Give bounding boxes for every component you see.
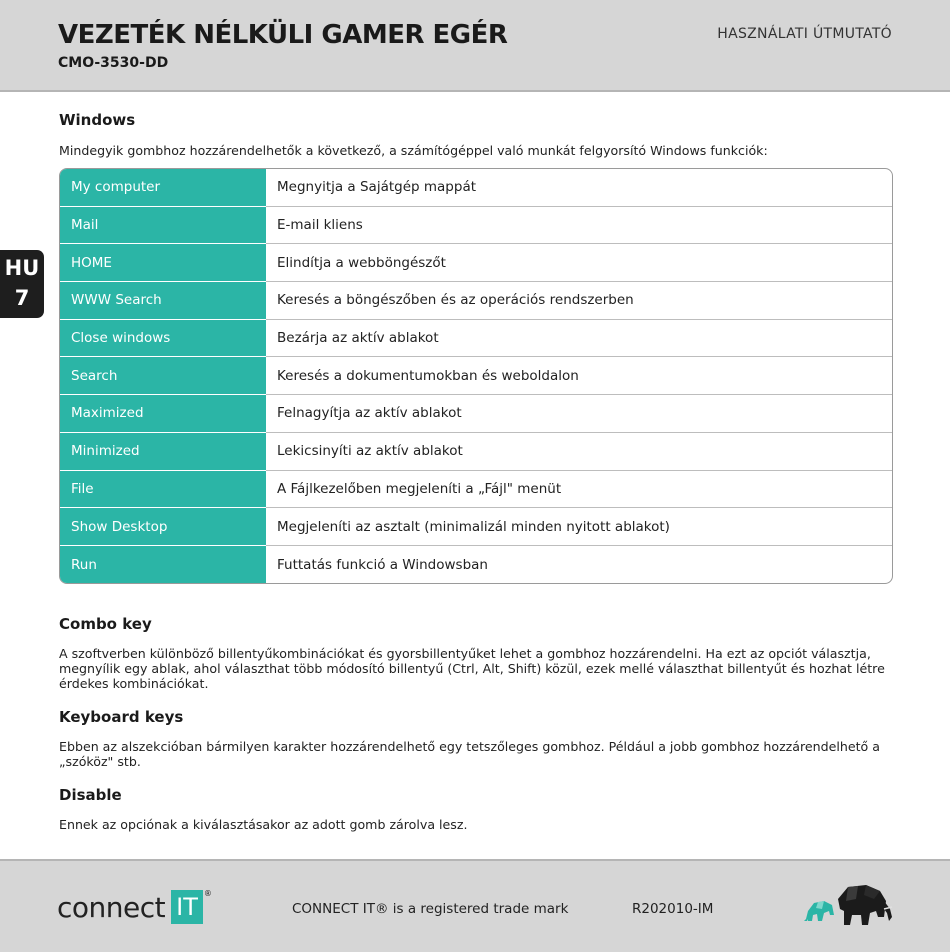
function-name-cell: WWW Search: [60, 282, 266, 320]
function-description-cell: Megjeleníti az asztalt (minimalizál minden nyitott ablakot): [277, 518, 670, 535]
function-description-cell: Lekicsinyíti az aktív ablakot: [277, 443, 463, 460]
document-code: R202010-IM: [632, 901, 714, 917]
function-name-cell: Search: [60, 357, 266, 395]
logo-it-box: IT: [171, 890, 203, 924]
table-row: [60, 546, 892, 584]
table-row: [60, 207, 892, 245]
language-page-tab: [0, 250, 44, 318]
function-description-cell: E-mail kliens: [277, 217, 363, 234]
windows-heading: Windows: [59, 111, 136, 129]
table-row: [60, 433, 892, 471]
function-name-cell: My computer: [60, 169, 266, 207]
function-name-cell: Show Desktop: [60, 508, 266, 546]
windows-function-table: [59, 168, 893, 584]
function-description-cell: Futtatás funkció a Windowsban: [277, 556, 488, 573]
function-description-cell: Elindítja a webböngészőt: [277, 254, 446, 271]
function-name-cell: File: [60, 471, 266, 509]
table-row: [60, 169, 892, 207]
disable-text: Ennek az opciónak a kiválasztásakor az adott gomb zárolva lesz.: [59, 817, 468, 832]
trademark-notice: CONNECT IT® is a registered trade mark: [292, 901, 569, 917]
keyboard-keys-heading: Keyboard keys: [59, 708, 184, 726]
function-name-cell: Mail: [60, 207, 266, 245]
function-description-cell: Keresés a böngészőben és az operációs rendszerben: [277, 292, 634, 309]
table-row: [60, 282, 892, 320]
model-number: CMO-3530-DD: [58, 55, 169, 71]
language-code: HU: [4, 256, 40, 280]
function-description-cell: Felnagyítja az aktív ablakot: [277, 405, 462, 422]
table-row: [60, 395, 892, 433]
function-name-cell: Minimized: [60, 433, 266, 471]
function-name-cell: Run: [60, 546, 266, 584]
windows-intro: Mindegyik gombhoz hozzárendelhetők a következő, a számítógéppel való munkát felgyorsító Windows funkciók:: [59, 143, 768, 158]
function-name-cell: Maximized: [60, 395, 266, 433]
function-description-cell: Keresés a dokumentumokban és weboldalon: [277, 367, 579, 384]
table-row: [60, 244, 892, 282]
table-row: [60, 357, 892, 395]
elephants-icon: [804, 881, 894, 931]
manual-label: HASZNÁLATI ÚTMUTATÓ: [717, 26, 892, 42]
page-number: 7: [14, 286, 30, 310]
logo-wordmark: connect: [57, 890, 166, 924]
table-row: [60, 471, 892, 509]
function-name-cell: HOME: [60, 244, 266, 282]
function-description-cell: Megnyitja a Sajátgép mappát: [277, 179, 477, 196]
combo-key-text: A szoftverben különböző billentyűkombinációkat és gyorsbillentyűket lehet a gombhoz hozzárendelni. Ha ezt az opciót választja, megnyílik egy ablak, ahol választhat több módosító billentyű (Ctrl, Alt, Shift) közül, ezek mellé választhat billentyűt és hozhat létre érdekes kombinációkat.: [59, 646, 885, 691]
page-footer: [0, 859, 950, 952]
page-header: [0, 0, 950, 92]
connect-it-logo: [57, 889, 212, 925]
document-title: VEZETÉK NÉLKÜLI GAMER EGÉR: [58, 20, 508, 50]
function-description-cell: Bezárja az aktív ablakot: [277, 330, 439, 347]
function-description-cell: A Fájlkezelőben megjeleníti a „Fájl" menüt: [277, 480, 562, 497]
function-name-cell: Close windows: [60, 320, 266, 358]
keyboard-keys-text: Ebben az alszekcióban bármilyen karakter hozzárendelhető egy tetszőleges gombhoz. Például a jobb gombhoz hozzárendelhető a „szóköz" stb.: [59, 739, 880, 769]
disable-heading: Disable: [59, 786, 122, 804]
combo-key-heading: Combo key: [59, 615, 152, 633]
logo-registered-mark: ®: [203, 889, 212, 898]
table-row: [60, 320, 892, 358]
table-row: [60, 508, 892, 546]
